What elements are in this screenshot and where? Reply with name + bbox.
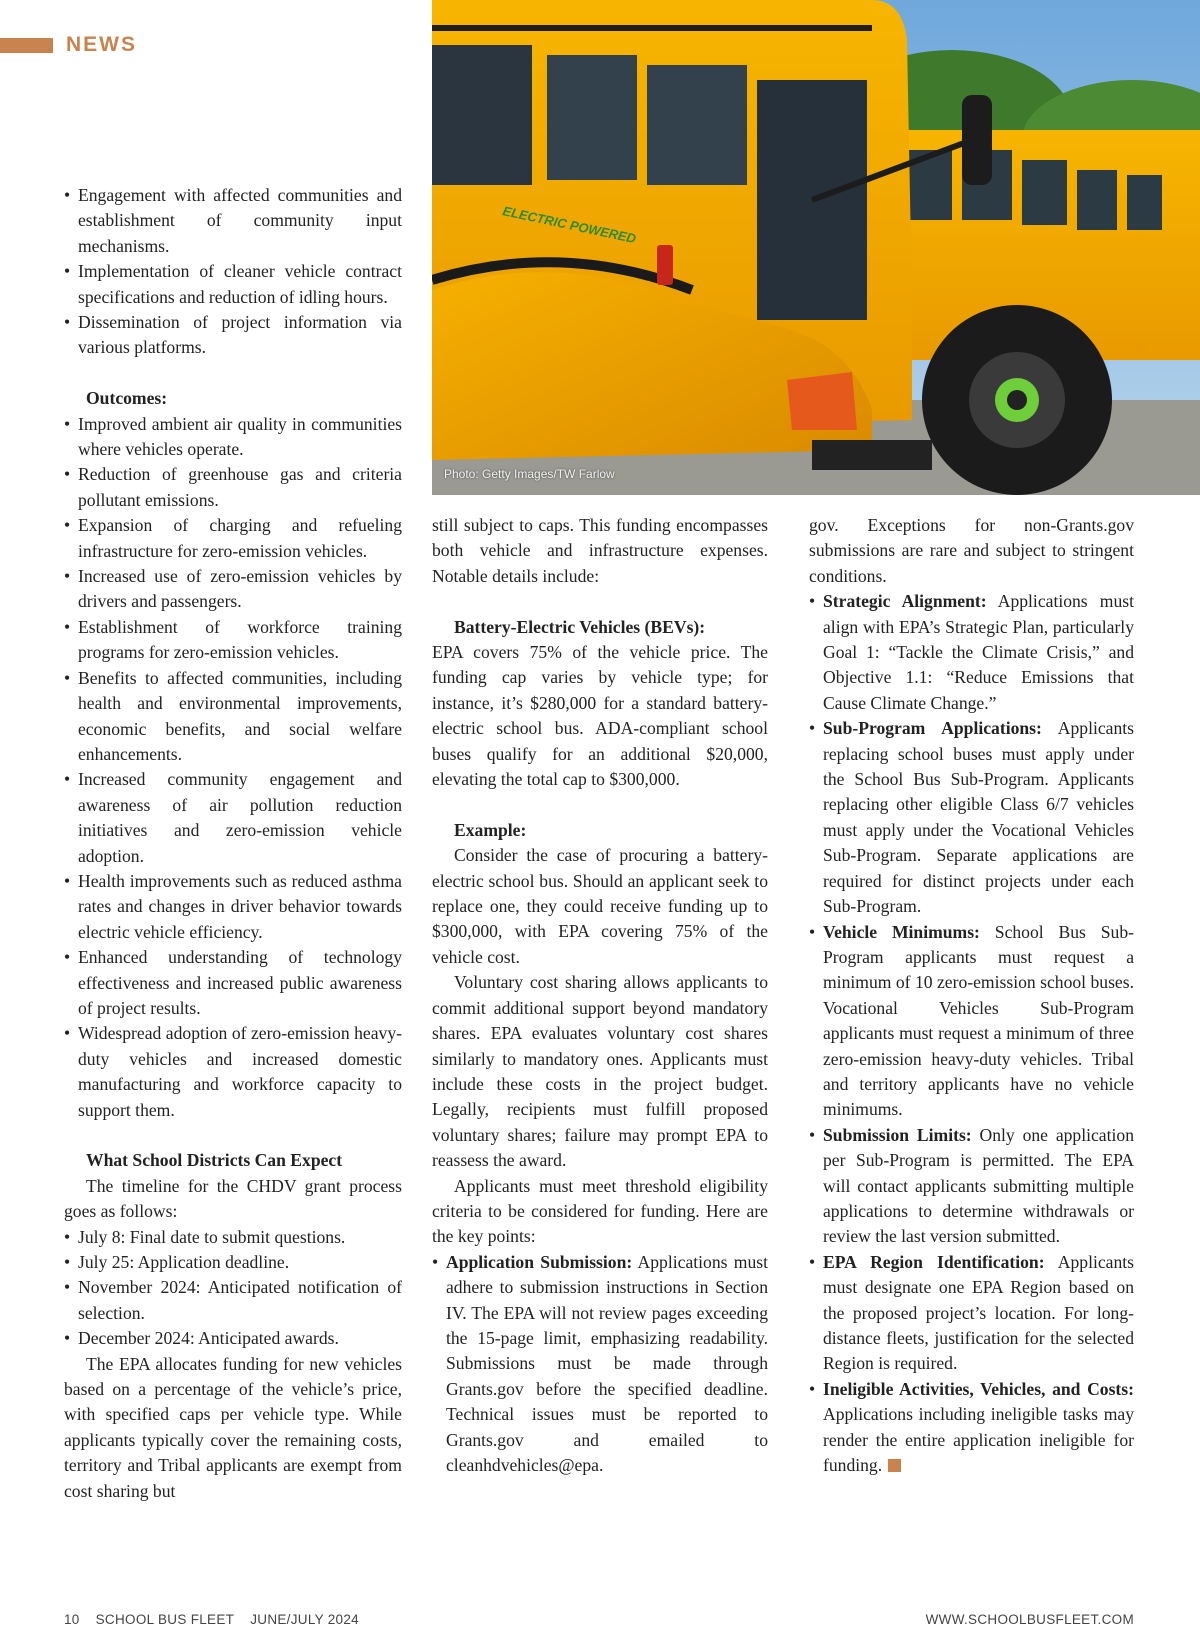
item-text: Applications must align with EPA’s Strategic Plan, particularly Goal 1: “Tackle the Climate Crisis,” and Objective 1.1: “Reduce Emissions that Cause Climate Change.” <box>823 591 1134 713</box>
page-number: 10 <box>64 1612 80 1627</box>
item-label: Vehicle Minimums: <box>823 921 980 942</box>
bus-lettering: ELECTRIC POWERED <box>501 203 638 247</box>
website-url: WWW.SCHOOLBUSFLEET.COM <box>925 1612 1134 1627</box>
outcomes-list <box>64 412 402 1123</box>
item-text: Applicants replacing school buses must apply under the School Bus Sub-Program. Applicants replacing other eligible Class 6/7 vehicles must apply under the Vocational Vehicles Sub-Program. Separate applications are required for distinct projects under each Sub-Program. <box>823 718 1134 917</box>
criteria-list <box>809 589 1134 1478</box>
list-item: • Enhanced understanding of technology effectiveness and increased public awareness of project results. <box>64 945 402 1021</box>
list-item: • November 2024: Anticipated notification of selection. <box>64 1275 402 1326</box>
list-item: • July 8: Final date to submit questions. <box>64 1225 402 1250</box>
bus-photo <box>432 0 1200 495</box>
list-item: • July 25: Application deadline. <box>64 1250 402 1275</box>
list-item: • Improved ambient air quality in communities where vehicles operate. <box>64 412 402 463</box>
example-heading: Example: <box>454 819 527 840</box>
list-item: • Implementation of cleaner vehicle contract specifications and reduction of idling hours. <box>64 259 402 310</box>
outcomes-heading: Outcomes: <box>86 388 168 409</box>
voluntary-paragraph: Voluntary cost sharing allows applicants to commit additional support beyond mandatory shares. EPA evaluates voluntary cost shares similarly to mandatory ones. Applicants must include these costs in the project budget. Legally, recipients must fulfill proposed voluntary shares; failure may prompt EPA to reassess the award. <box>432 972 768 1171</box>
funding-continued: still subject to caps. This funding encompasses both vehicle and infrastructure expenses. Notable details include: <box>432 515 768 586</box>
submission-continued: gov. Exceptions for non-Grants.gov submissions are rare and subject to stringent conditions. <box>809 515 1134 586</box>
list-item: • Reduction of greenhouse gas and criteria pollutant emissions. <box>64 462 402 513</box>
example-paragraph: Consider the case of procuring a battery-electric school bus. Should an applicant seek to replace one, they could receive funding up to $300,000, with EPA covering 75% of the vehicle cost. <box>432 845 768 967</box>
item-label: Sub-Program Applications: <box>823 718 1042 739</box>
bev-paragraph: EPA covers 75% of the vehicle price. The funding cap varies by vehicle type; for instance, it’s $280,000 for a standard battery-electric school bus. ADA-compliant school buses qualify for an additional $20,000, elevating the total cap to $300,000. <box>432 642 768 790</box>
item-label: Application Submission: <box>446 1251 633 1272</box>
photo-credit: Photo: Getty Images/TW Farlow <box>444 467 615 481</box>
list-item: • Widespread adoption of zero-emission heavy-duty vehicles and increased domestic manufacturing and workforce capacity to support them. <box>64 1021 402 1123</box>
list-item: • Increased use of zero-emission vehicles by drivers and passengers. <box>64 564 402 615</box>
item-label: Strategic Alignment: <box>823 591 987 612</box>
list-item: • Dissemination of project information via various platforms. <box>64 310 402 361</box>
item-label: Submission Limits: <box>823 1124 972 1145</box>
list-item <box>809 1123 1134 1250</box>
criteria-list-start <box>432 1250 768 1479</box>
item-text: Applicants must designate one EPA Region based on the proposed project’s location. For long-distance fleets, justification for the selected Region is required. <box>823 1251 1134 1374</box>
activities-list <box>64 183 402 361</box>
list-item: • Engagement with affected communities and establishment of community input mechanisms. <box>64 183 402 259</box>
item-text: Applications including ineligible tasks may render the entire application ineligible for funding. <box>823 1404 1134 1476</box>
list-item: • Establishment of workforce training programs for zero-emission vehicles. <box>64 615 402 666</box>
issue-date: JUNE/JULY 2024 <box>250 1612 359 1627</box>
column-2 <box>432 513 768 1478</box>
list-item: • Health improvements such as reduced asthma rates and changes in driver behavior towards electric vehicle efficiency. <box>64 869 402 945</box>
list-item <box>809 920 1134 1123</box>
end-of-article-mark <box>888 1459 901 1472</box>
footer-left <box>64 1612 375 1627</box>
list-item <box>809 716 1134 919</box>
section-label: NEWS <box>66 33 137 56</box>
column-3 <box>809 513 1134 1478</box>
bev-heading: Battery-Electric Vehicles (BEVs): <box>454 616 706 637</box>
item-text: Only one application per Sub-Program is permitted. The EPA will contact applicants submitting multiple applications to determine withdrawals or review the last version submitted. <box>823 1124 1134 1247</box>
section-accent-bar <box>0 38 53 53</box>
item-text: School Bus Sub-Program applicants must request a minimum of 10 zero-emission school buses. Vocational Vehicles Sub-Program applicants must request a minimum of three zero-emission heavy-duty vehicles. Tribal and territory applicants have no vehicle minimums. <box>823 921 1135 1120</box>
list-item: • Increased community engagement and awareness of air pollution reduction initiatives and zero-emission vehicle adoption. <box>64 767 402 869</box>
timeline-list <box>64 1225 402 1352</box>
expect-intro: The timeline for the CHDV grant process goes as follows: <box>64 1175 402 1222</box>
item-text: Applications must adhere to submission instructions in Section IV. The EPA will not review pages exceeding the 15-page limit, emphasizing readability. Submissions must be made through Grants.gov before the specified deadline. Technical issues must be reported to Grants.gov and emailed to cleanhdvehicles@epa. <box>446 1251 768 1475</box>
column-1 <box>64 183 402 1504</box>
list-item: • December 2024: Anticipated awards. <box>64 1326 402 1351</box>
funding-paragraph: The EPA allocates funding for new vehicles based on a percentage of the vehicle’s price, with specified caps per vehicle type. While applicants typically cover the remaining costs, territory and Tribal applicants are exempt from cost sharing but <box>64 1353 402 1501</box>
list-item <box>809 1377 1134 1479</box>
item-label: Ineligible Activities, Vehicles, and Costs: <box>823 1378 1134 1399</box>
publication-name: SCHOOL BUS FLEET <box>95 1612 235 1627</box>
list-item <box>809 589 1134 716</box>
list-item: • Benefits to affected communities, including health and environmental improvements, economic benefits, and social welfare enhancements. <box>64 666 402 768</box>
threshold-paragraph: Applicants must meet threshold eligibility criteria to be considered for funding. Here are the key points: <box>432 1175 768 1247</box>
list-item: • Expansion of charging and refueling infrastructure for zero-emission vehicles. <box>64 513 402 564</box>
list-item <box>432 1250 768 1479</box>
expect-heading: What School Districts Can Expect <box>86 1150 343 1171</box>
list-item <box>809 1250 1134 1377</box>
item-label: EPA Region Identification: <box>823 1251 1045 1272</box>
